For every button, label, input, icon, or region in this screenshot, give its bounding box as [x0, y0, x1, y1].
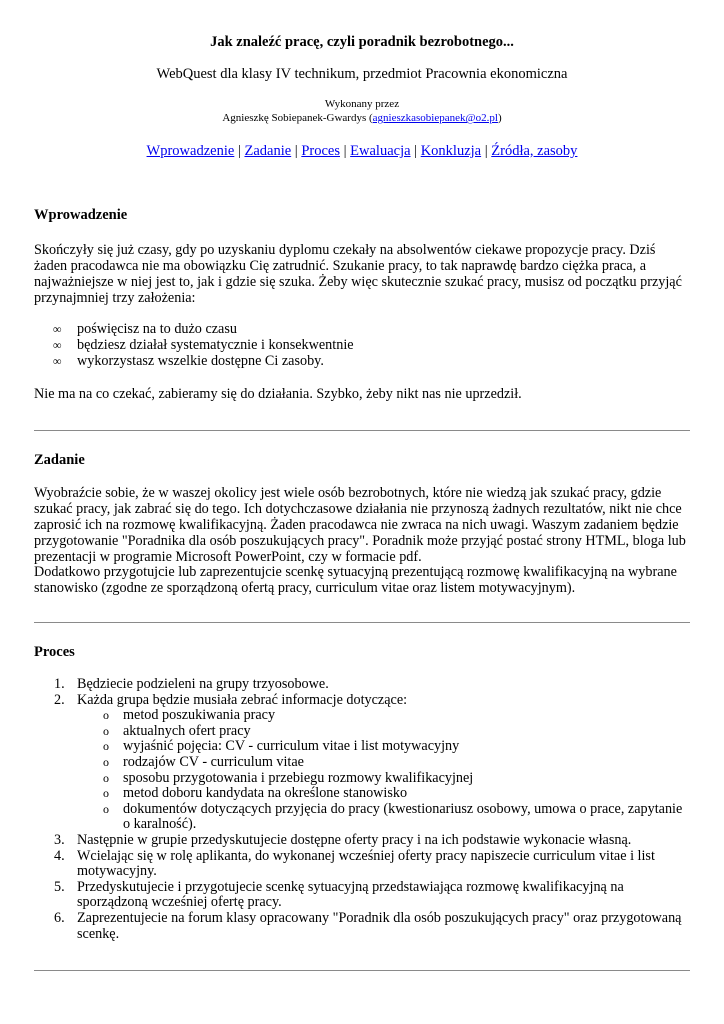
- circle-bullet-icon: o: [103, 739, 109, 754]
- sub-list-item: o metod poszukiwania pracy: [103, 707, 276, 724]
- section-divider: [34, 970, 690, 971]
- sub-list-item: o dokumentów dotyczących przyjęcia do pracy (kwestionariusz osobowy, umowa o prace, zapytanie o karalność).: [103, 800, 683, 833]
- infinity-bullet-icon: ∞: [53, 338, 62, 352]
- sub-list-item: o aktualnych ofert pracy: [103, 722, 251, 739]
- circle-bullet-icon: o: [103, 723, 109, 738]
- nav-separator: |: [234, 143, 245, 159]
- author-label: Wykonany przez: [324, 98, 400, 110]
- nav-separator: |: [340, 143, 351, 159]
- sub-list-item: o metod doboru kandydata na określone stanowisko: [103, 785, 408, 802]
- intro-bullet-list: [34, 321, 684, 369]
- infinity-bullet-icon: ∞: [53, 322, 62, 336]
- process-steps-list: [34, 677, 684, 942]
- intro-closing: Nie ma na co czekać, zabieramy się do działania. Szybko, żeby nikt nas nie uprzedził.: [34, 386, 522, 402]
- list-item: ∞ wykorzystasz wszelkie dostępne Ci zasoby.: [53, 353, 324, 369]
- list-item: ∞ poświęcisz na to dużo czasu: [53, 321, 237, 337]
- list-item: ∞ będziesz działał systematycznie i konsekwentnie: [53, 337, 354, 353]
- sub-list-item: o sposobu przygotowania i przebiegu rozmowy kwalifikacyjnej: [103, 769, 474, 786]
- list-item: 2. Każda grupa będzie musiała zebrać informacje dotyczące: o metod poszukiwania pracy o aktualnych ofert pracy o wyjaśnić pojęcia: CV - curriculum vitae i list motywacyjny o rodzajów CV - curriculum vitae o sposobu przygotowania i przebiegu rozmowy kwalifikacyjnej o metod doboru kandydata na określone stanowisko o dokumentów dotyczących przyjęcia do pracy (kwestionariusz osobowy, umowa o prace, zapytanie o karalność).: [54, 691, 683, 833]
- sub-list-item: o rodzajów CV - curriculum vitae: [103, 753, 304, 770]
- nav-link-konkluzja[interactable]: Konkluzja: [420, 143, 482, 159]
- task-paragraph-2: Dodatkowo przygotujcie lub zaprezentujcie scenkę sytuacyjną prezentującą rozmowę kwalifikacyjną na wybrane stanowisko (zgodne ze sporządzoną ofertą pracy, curriculum vitae oraz listem motywacyjnym).: [34, 564, 677, 596]
- sub-list-item: o wyjaśnić pojęcia: CV - curriculum vitae i list motywacyjny: [103, 738, 460, 755]
- author-close: ): [497, 112, 502, 124]
- circle-bullet-icon: o: [103, 801, 109, 816]
- circle-bullet-icon: o: [103, 770, 109, 785]
- nav-separator: |: [410, 143, 421, 159]
- infinity-bullet-icon: ∞: [53, 354, 62, 368]
- nav-link-zadanie[interactable]: Zadanie: [244, 143, 292, 159]
- process-sub-list: [77, 708, 684, 833]
- list-item: 5. Przedyskutujecie i przygotujecie scenkę sytuacyjną przedstawiająca rozmowę kwalifikacyjną na sporządzoną wcześniej ofertę pracy.: [54, 878, 624, 911]
- author-line: [0, 112, 724, 124]
- section-nav: [0, 143, 724, 160]
- task-paragraph: Wyobraźcie sobie, że w waszej okolicy jest wiele osób bezrobotnych, które nie wiedzą jak szukać pracy, gdzie szukać pracy, jak zabrać się do tego. Ich dotychczasowe działania nie przynoszą żadnych rezultatów, nikt nie chce zaprosić ich na rozmowę kwalifikacyjną. Żaden pracodawca nie zwraca na nich uwagi. Waszym zadaniem będzie przygotowanie "Poradnika dla osób poszukujących pracy". Poradnik może przyjąć postać strony HTML, bloga lub prezentacji w programie Microsoft PowerPoint, czy w formacie pdf.: [34, 485, 686, 565]
- list-item: 4. Wcielając się w rolę aplikanta, do wykonanej wcześniej oferty pracy napiszecie curriculum vitae i list motywacyjny.: [54, 847, 655, 880]
- author-email-link[interactable]: agnieszkasobiepanek@o2.pl: [372, 112, 498, 124]
- circle-bullet-icon: o: [103, 708, 109, 723]
- list-item: 1. Będziecie podzieleni na grupy trzyosobowe.: [54, 676, 329, 692]
- section-heading-intro: Wprowadzenie: [34, 207, 128, 223]
- circle-bullet-icon: o: [103, 786, 109, 801]
- section-divider: [34, 430, 690, 431]
- list-item: 3. Następnie w grupie przedyskutujecie dostępne oferty pracy i na ich podstawie wykonacie własną.: [54, 831, 632, 848]
- section-heading-process: Proces: [34, 644, 75, 660]
- intro-paragraph: Skończyły się już czasy, gdy po uzyskaniu dyplomu czekały na absolwentów ciekawe propozycje pracy. Dziś żaden pracodawca nie ma obowiązku Cię zatrudnić. Szukanie pracy, to tak naprawdę bardzo ciężka praca, a najważniejsze w niej jest to, jak i gdzie się szuka. Żeby więc skutecznie szukać pracy, musisz od początku przyjąć przynajmniej trzy założenia:: [34, 242, 682, 306]
- list-item: 6. Zaprezentujecie na forum klasy opracowany "Poradnik dla osób poszukujących pracy" oraz przygotowaną scenkę.: [54, 909, 682, 942]
- page-subtitle: WebQuest dla klasy IV technikum, przedmiot Pracownia ekonomiczna: [156, 66, 568, 82]
- nav-link-ewaluacja[interactable]: Ewaluacja: [350, 143, 411, 159]
- nav-separator: |: [291, 143, 302, 159]
- nav-link-wprowadzenie[interactable]: Wprowadzenie: [146, 143, 235, 159]
- author-name: Agnieszkę Sobiepanek-Gwardys (: [222, 112, 373, 124]
- nav-link-zrodla[interactable]: Źródła, zasoby: [491, 143, 578, 159]
- circle-bullet-icon: o: [103, 754, 109, 769]
- nav-link-proces[interactable]: Proces: [301, 143, 340, 159]
- page-title: Jak znaleźć pracę, czyli poradnik bezrobotnego...: [210, 34, 514, 50]
- section-heading-task: Zadanie: [34, 452, 85, 468]
- nav-separator: |: [481, 143, 492, 159]
- section-divider: [34, 622, 690, 623]
